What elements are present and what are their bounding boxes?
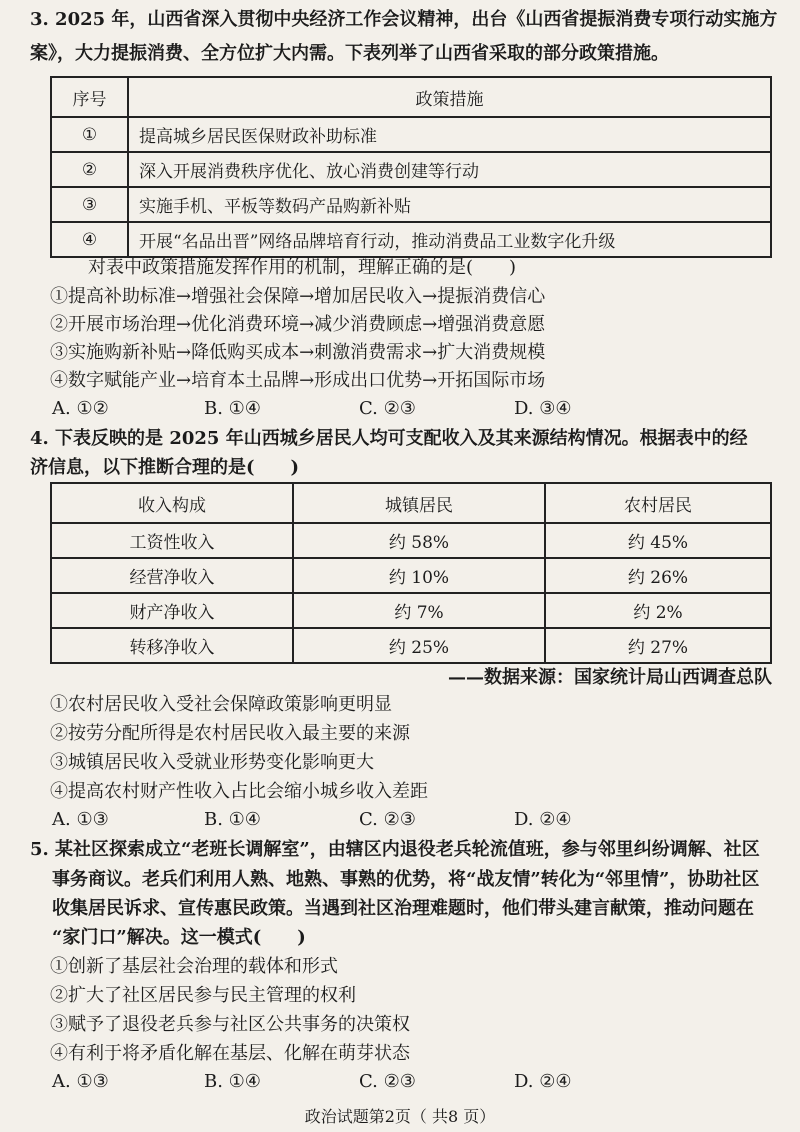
q3-row-2-num: ②	[51, 152, 128, 187]
q3-statement-2: ②开展市场治理→优化消费环境→减少消费顾虑→增强消费意愿	[50, 314, 546, 335]
q3-row-1-num: ①	[51, 117, 128, 152]
q3-option-a[interactable]: A. ①②	[52, 398, 109, 419]
q5-option-c[interactable]: C. ②③	[359, 1071, 416, 1092]
q3-question: 对表中政策措施发挥作用的机制，理解正确的是( )	[88, 257, 517, 278]
q3-row-3-num: ③	[51, 187, 128, 222]
q4-header-composition: 收入构成	[51, 483, 293, 523]
q5-option-d[interactable]: D. ②④	[514, 1071, 572, 1092]
q3-row-1-text: 提高城乡居民医保财政补助标准	[128, 117, 771, 152]
q5-stem-line-4: “家门口”解决。这一模式( )	[52, 927, 306, 948]
q3-statement-4: ④数字赋能产业→培育本土品牌→形成出口优势→开拓国际市场	[50, 370, 546, 391]
q4-option-c[interactable]: C. ②③	[359, 809, 416, 830]
q4-header-rural: 农村居民	[545, 483, 771, 523]
q5-options	[52, 1068, 572, 1096]
q3-header-measures: 政策措施	[128, 77, 771, 117]
q4-option-a[interactable]: A. ①③	[52, 809, 109, 830]
q3-option-c[interactable]: C. ②③	[359, 398, 416, 419]
q5-statement-1: ①创新了基层社会治理的载体和形式	[50, 956, 338, 977]
q4-income-table	[50, 482, 772, 664]
q5-stem-line-3: 收集居民诉求、宣传惠民政策。当遇到社区治理难题时，他们带头建言献策，推动问题在	[52, 898, 754, 919]
q4-stem-line-1: 4. 下表反映的是 2025 年山西城乡居民人均可支配收入及其来源结构情况。根据表中的经	[30, 428, 748, 449]
q4-statement-1: ①农村居民收入受社会保障政策影响更明显	[50, 694, 392, 715]
q4-statement-4: ④提高农村财产性收入占比会缩小城乡收入差距	[50, 781, 428, 802]
q4-row-2-rural: 约 26%	[545, 558, 771, 593]
q4-statement-3: ③城镇居民收入受就业形势变化影响更大	[50, 752, 374, 773]
q3-row-2-text: 深入开展消费秩序优化、放心消费创建等行动	[128, 152, 771, 187]
q4-data-source: ——数据来源：国家统计局山西调查总队	[448, 667, 772, 688]
q4-row-4-rural: 约 27%	[545, 628, 771, 663]
q3-option-d[interactable]: D. ③④	[514, 398, 572, 419]
q4-row-1-rural: 约 45%	[545, 523, 771, 558]
q4-row-4-urban: 约 25%	[293, 628, 545, 663]
q3-stem-line-2: 案》，大力提振消费、全方位扩大内需。下表列举了山西省采取的部分政策措施。	[30, 43, 669, 64]
q3-header-number: 序号	[51, 77, 128, 117]
q5-option-a[interactable]: A. ①③	[52, 1071, 109, 1092]
q4-row-4-label: 转移净收入	[51, 628, 293, 663]
q5-stem-line-1: 5. 某社区探索成立“老班长调解室”，由辖区内退役老兵轮流值班，参与邻里纠纷调解、社区	[30, 839, 760, 860]
q4-option-d[interactable]: D. ②④	[514, 809, 572, 830]
q3-statement-1: ①提高补助标准→增强社会保障→增加居民收入→提振消费信心	[50, 286, 546, 307]
q3-options	[52, 395, 572, 423]
q4-row-3-label: 财产净收入	[51, 593, 293, 628]
q4-header-urban: 城镇居民	[293, 483, 545, 523]
q5-stem-line-2: 事务商议。老兵们利用人熟、地熟、事熟的优势，将“战友情”转化为“邻里情”，协助社区	[52, 869, 760, 890]
q4-row-3-urban: 约 7%	[293, 593, 545, 628]
q4-row-1-label: 工资性收入	[51, 523, 293, 558]
q3-policy-table	[50, 76, 772, 258]
q5-statement-2: ②扩大了社区居民参与民主管理的权利	[50, 985, 356, 1006]
q4-stem-line-2: 济信息，以下推断合理的是( )	[30, 457, 300, 478]
q3-row-3-text: 实施手机、平板等数码产品购新补贴	[128, 187, 771, 222]
page-footer: 政治试题第2页（ 共8 页）	[304, 1107, 496, 1126]
q4-statement-2: ②按劳分配所得是农村居民收入最主要的来源	[50, 723, 410, 744]
q4-row-1-urban: 约 58%	[293, 523, 545, 558]
q3-row-4-text: 开展“名品出晋”网络品牌培育行动，推动消费品工业数字化升级	[128, 222, 771, 257]
q3-stem-line-1: 3. 2025 年，山西省深入贯彻中央经济工作会议精神，出台《山西省提振消费专项行动实施方	[30, 9, 778, 30]
q4-row-2-label: 经营净收入	[51, 558, 293, 593]
q3-option-b[interactable]: B. ①④	[204, 398, 261, 419]
q3-statement-3: ③实施购新补贴→降低购买成本→刺激消费需求→扩大消费规模	[50, 342, 546, 363]
q4-options	[52, 806, 572, 834]
q4-option-b[interactable]: B. ①④	[204, 809, 261, 830]
q5-option-b[interactable]: B. ①④	[204, 1071, 261, 1092]
q5-statement-4: ④有利于将矛盾化解在基层、化解在萌芽状态	[50, 1043, 410, 1064]
q4-row-2-urban: 约 10%	[293, 558, 545, 593]
q5-statement-3: ③赋予了退役老兵参与社区公共事务的决策权	[50, 1014, 410, 1035]
q3-row-4-num: ④	[51, 222, 128, 257]
q4-row-3-rural: 约 2%	[545, 593, 771, 628]
